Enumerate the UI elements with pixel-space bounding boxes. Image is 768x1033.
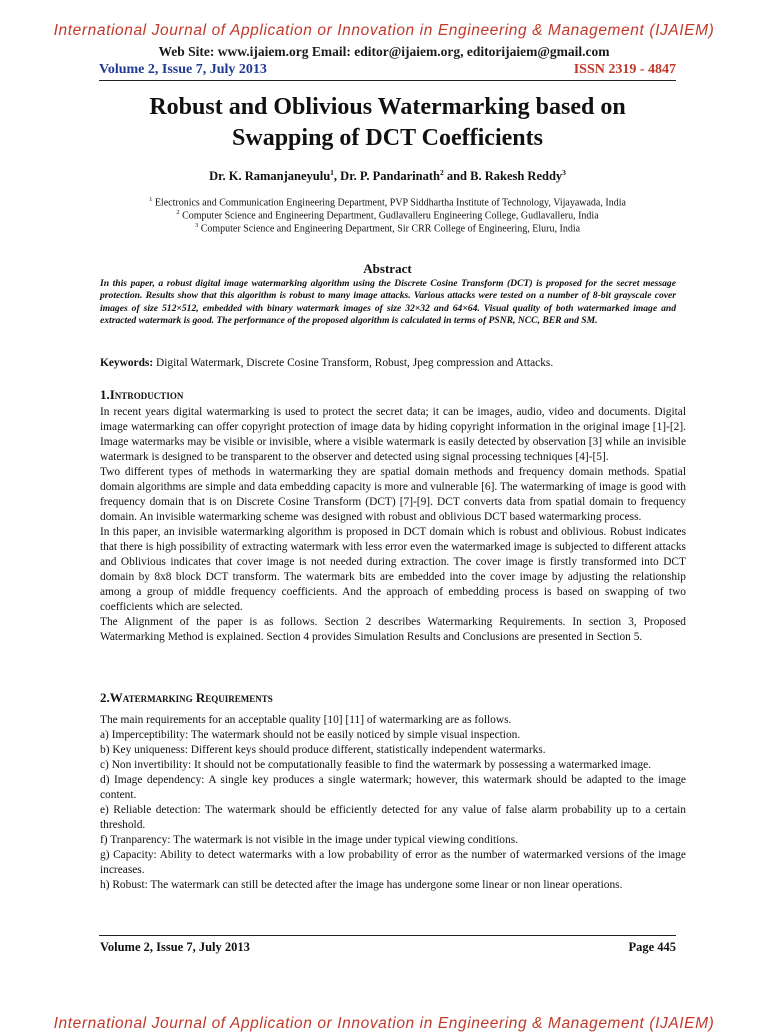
abstract-heading: Abstract <box>363 261 412 276</box>
requirement-item: c) Non invertibility: It should not be computationally feasible to find the watermark by possessing a watermarked image. <box>100 759 652 771</box>
affiliation-2 <box>99 209 676 221</box>
author-list <box>99 168 676 184</box>
next-page-journal-title: International Journal of Application or Innovation in Engineering & Management (IJAIEM) <box>53 1015 715 1032</box>
abstract-text: In this paper, a robust digital image watermarking algorithm using the Discrete Cosine Transform (DCT) is proposed for the secret message protection. Results show that this algorithm is robust to many image attacks. Various attacks were tested on a number of 8-bit grayscale cover images of size 512×512, embedded with binary watermark images of size 32×32 and 64×64. Visual quality of both watermarked image and extracted watermark is good. The performance of the proposed algorithm is calculated in terms of PSNR, NCC, BER and SM. <box>100 278 676 327</box>
author-1-affil-marker: 1 <box>330 168 334 177</box>
affiliation-marker: 3 <box>194 222 199 229</box>
requirement-item: e) Reliable detection: The watermark should be efficiently detected for any value of false alarm probability up to a certain threshold. <box>100 804 686 831</box>
affiliation-1 <box>99 196 676 208</box>
affiliation-text: Computer Science and Engineering Department, Gudlavalleru Engineering College, Gudlavalleru, India <box>182 210 599 222</box>
paragraph: Two different types of methods in watermarking they are spatial domain methods and frequency domain methods. Spatial domain algorithms are simple and data embedding capacity is more and vulnerable [6]. The watermarking of image is good with frequency domain that is on Discrete Cosine Transform (DCT) [7]-[9]. DCT converts data from spatial domain to frequency domain. An invisible watermarking scheme was designed with robust and oblivious DCT based watermarking process. <box>100 466 686 523</box>
keywords <box>100 357 676 369</box>
issn-header: ISSN 2319 - 4847 <box>573 62 676 77</box>
affiliation-3 <box>99 222 676 234</box>
author-1: Dr. K. Ramanjaneyulu <box>209 169 331 184</box>
paragraph: In recent years digital watermarking is used to protect the secret data; it can be images, audio, video and documents. Digital image watermarking can offer copyright protection of image data by hiding copyright information in the original image [1]-[2]. Image watermarks may be visible or invisible, where a visible watermark is easily detected by observation [3] while an invisible watermark is designed to be transparent to the observer and detected using signal processing techniques [4]-[5]. <box>100 406 686 463</box>
paragraph: In this paper, an invisible watermarking algorithm is proposed in DCT domain which is robust and oblivious. Robust indicates that there is high possibility of extracting watermark with less error even the watermarked image is subjected to different attacks and Oblivious indicates that cover image is not needed during extraction. The cover image is firstly transformed into DCT domain by 8x8 block DCT transform. The watermark bits are embedded into the cover image by adjusting the relationship among a group of middle frequency coefficients. And the approach of embedding process is based on swapping of two coefficients which are selected. <box>100 526 686 613</box>
header-divider <box>99 80 676 81</box>
requirement-item: d) Image dependency: A single key produces a single watermark; however, this watermark should be adapted to the image content. <box>100 774 686 801</box>
requirements-intro: The main requirements for an acceptable quality [10] [11] of watermarking are as follows. <box>100 714 512 726</box>
requirement-item: a) Imperceptibility: The watermark should not be easily noticed by simple visual inspection. <box>100 729 521 741</box>
author-separator: and <box>443 169 471 184</box>
affiliation-text: Computer Science and Engineering Department, Sir CRR College of Engineering, Eluru, India <box>200 223 581 235</box>
author-3: B. Rakesh Reddy <box>470 169 563 184</box>
journal-title: International Journal of Application or Innovation in Engineering & Management (IJAIEM) <box>53 22 715 39</box>
footer-divider <box>99 935 676 936</box>
requirement-item: h) Robust: The watermark can still be detected after the image has undergone some linear or non linear operations. <box>100 879 623 891</box>
volume-issue-footer: Volume 2, Issue 7, July 2013 <box>100 940 250 954</box>
paper-title-line-1: Robust and Oblivious Watermarking based on <box>149 94 626 120</box>
requirement-item: f) Tranparency: The watermark is not visible in the image under typical viewing conditions. <box>100 834 518 846</box>
requirement-item: g) Capacity: Ability to detect watermarks with a low probability of error as the number of watermarked versions of the image increases. <box>100 849 686 876</box>
affiliation-marker: 2 <box>176 209 180 216</box>
section-heading-introduction: 1.Introduction <box>100 387 184 402</box>
section-heading-requirements: 2.Watermarking Requirements <box>100 690 273 705</box>
author-3-affil-marker: 3 <box>562 168 566 177</box>
paragraph: The Alignment of the paper is as follows. Section 2 describes Watermarking Requirements. In section 3, Proposed Watermarking Method is explained. Section 4 provides Simulation Results and Conclusions are presented in Section 5. <box>100 616 686 643</box>
affiliation-marker: 1 <box>149 196 153 203</box>
affiliation-text: Electronics and Communication Engineering Department, PVP Siddhartha Institute of Technology, Vijayawada, India <box>154 197 626 209</box>
author-separator: , <box>333 169 341 184</box>
volume-issue-header: Volume 2, Issue 7, July 2013 <box>99 62 267 77</box>
requirements-body <box>100 713 686 893</box>
paper-title-line-2: Swapping of DCT Coefficients <box>232 125 543 151</box>
paper-title <box>99 92 676 154</box>
introduction-body <box>100 405 686 645</box>
requirement-item: b) Key uniqueness: Different keys should produce different, statistically independent watermarks. <box>100 744 546 756</box>
keywords-text: Digital Watermark, Discrete Cosine Transform, Robust, Jpeg compression and Attacks. <box>153 357 554 369</box>
keywords-label: Keywords: <box>100 357 154 369</box>
author-2: Dr. P. Pandarinath <box>340 169 440 184</box>
journal-website-line: Web Site: www.ijaiem.org Email: editor@ijaiem.org, editorijaiem@gmail.com <box>158 44 610 59</box>
page-number: Page 445 <box>628 940 676 954</box>
author-2-affil-marker: 2 <box>439 168 444 177</box>
